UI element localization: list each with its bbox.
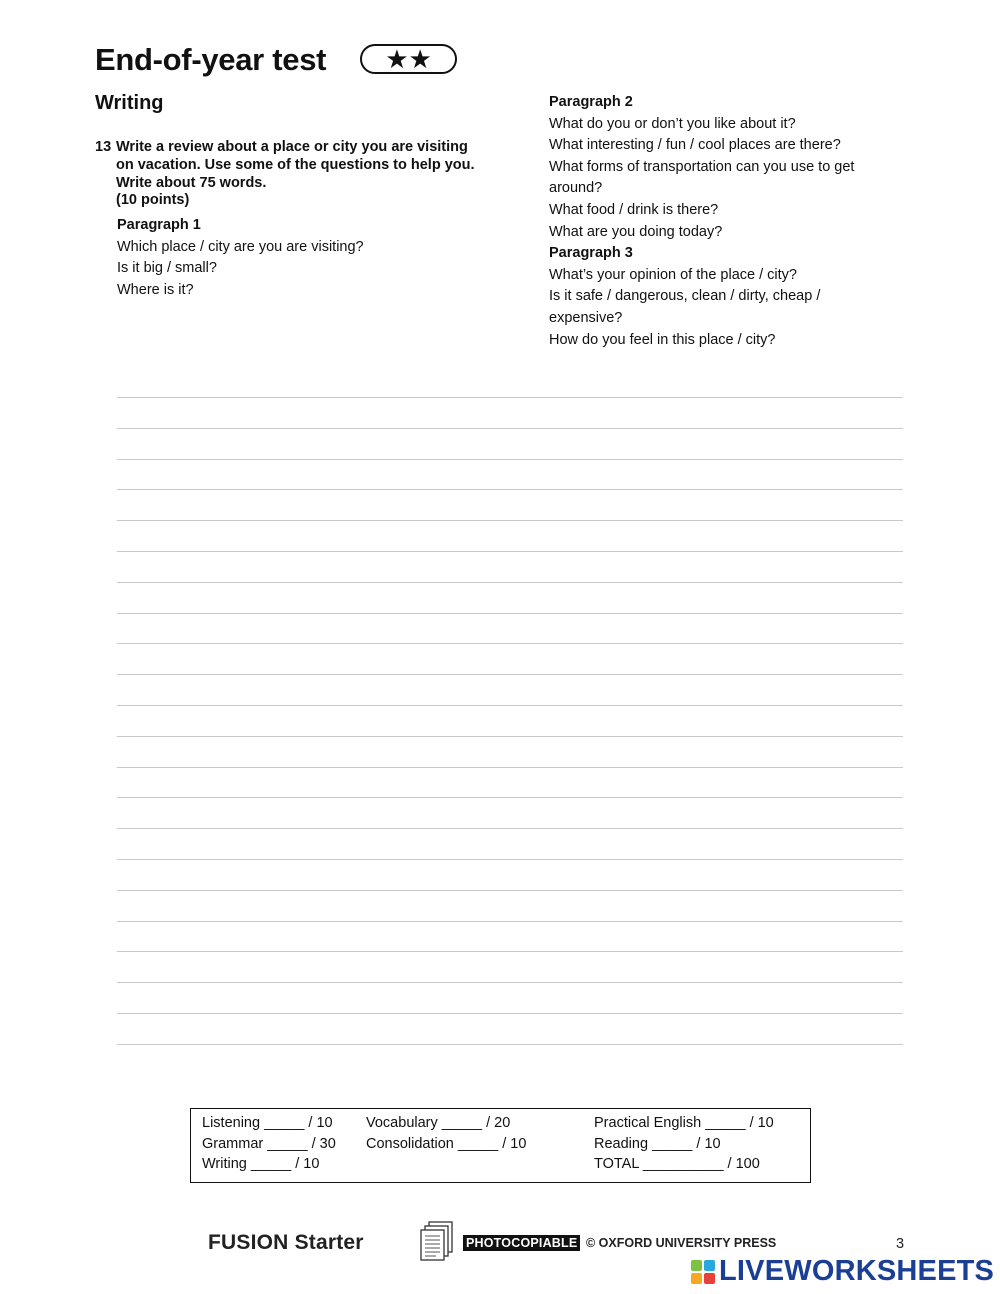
paragraph2-question: What food / drink is there? xyxy=(549,201,719,218)
paragraph1-block xyxy=(117,215,364,301)
writing-line[interactable] xyxy=(117,489,903,490)
writing-line[interactable] xyxy=(117,982,903,983)
paragraph2-question: What do you or don’t you like about it? xyxy=(549,115,796,132)
writing-line[interactable] xyxy=(117,1013,903,1014)
writing-line[interactable] xyxy=(117,859,903,860)
writing-line[interactable] xyxy=(117,643,903,644)
writing-line[interactable] xyxy=(117,951,903,952)
score-practical-english: Practical English _____ / 10 xyxy=(594,1115,774,1131)
photocopy-icon xyxy=(420,1221,454,1261)
writing-line[interactable] xyxy=(117,397,903,398)
score-reading: Reading _____ / 10 xyxy=(594,1136,721,1152)
paragraph3-question: How do you feel in this place / city? xyxy=(549,331,776,348)
score-consolidation: Consolidation _____ / 10 xyxy=(366,1136,527,1152)
task-points: (10 points) xyxy=(116,192,190,209)
writing-line[interactable] xyxy=(117,428,903,429)
writing-line[interactable] xyxy=(117,674,903,675)
writing-line[interactable] xyxy=(117,890,903,891)
writing-line[interactable] xyxy=(117,1044,903,1045)
writing-line[interactable] xyxy=(117,705,903,706)
writing-line[interactable] xyxy=(117,828,903,829)
page-number: 3 xyxy=(896,1236,905,1252)
paragraph1-heading: Paragraph 1 xyxy=(117,217,201,233)
fusion-brand-logo: FUSION Starter xyxy=(208,1231,364,1254)
paragraph2-3-block xyxy=(549,92,889,351)
score-grammar: Grammar _____ / 30 xyxy=(202,1136,336,1152)
writing-line[interactable] xyxy=(117,797,903,798)
task-text: Write a review about a place or city you are visiting on vacation. Use some of the questions to help you. Write about 75 words. xyxy=(116,139,475,191)
paragraph3-heading: Paragraph 3 xyxy=(549,245,633,262)
score-listening: Listening _____ / 10 xyxy=(202,1115,333,1131)
score-vocabulary: Vocabulary _____ / 20 xyxy=(366,1115,511,1131)
page-title: End-of-year test xyxy=(95,42,327,77)
writing-line[interactable] xyxy=(117,921,903,922)
paragraph2-question: What are you doing today? xyxy=(549,223,723,240)
writing-lines[interactable] xyxy=(117,397,903,1075)
score-writing: Writing _____ / 10 xyxy=(202,1156,320,1172)
liveworksheets-wordmark: LIVEWORKSHEETS xyxy=(719,1255,995,1287)
publisher-label: © OXFORD UNIVERSITY PRESS xyxy=(586,1236,777,1250)
score-total: TOTAL __________ / 100 xyxy=(594,1156,760,1172)
writing-line[interactable] xyxy=(117,459,903,460)
liveworksheets-logo[interactable] xyxy=(691,1255,994,1288)
paragraph2-question: What interesting / fun / cool places are there? xyxy=(549,137,841,154)
writing-line[interactable] xyxy=(117,551,903,552)
photocopiable-label: PHOTOCOPIABLE xyxy=(463,1235,580,1251)
writing-line[interactable] xyxy=(117,613,903,614)
paragraph1-question: Where is it? xyxy=(117,281,194,298)
task-instruction xyxy=(95,139,475,210)
paragraph3-question: Is it safe / dangerous, clean / dirty, cheap / expensive? xyxy=(549,288,821,326)
paragraph2-question: What forms of transportation can you use to get around? xyxy=(549,158,855,197)
paragraph3-question: What’s your opinion of the place / city? xyxy=(549,266,797,283)
score-box xyxy=(190,1108,811,1183)
liveworksheets-icon xyxy=(691,1260,715,1284)
paragraph1-question: Is it big / small? xyxy=(117,260,217,277)
writing-line[interactable] xyxy=(117,520,903,521)
writing-line[interactable] xyxy=(117,767,903,768)
task-number: 13 xyxy=(95,139,112,155)
paragraph2-heading: Paragraph 2 xyxy=(549,94,633,110)
section-title: Writing xyxy=(95,92,164,114)
difficulty-stars-badge: ★★ xyxy=(360,44,457,74)
writing-line[interactable] xyxy=(117,582,903,583)
paragraph1-question: Which place / city are you are visiting? xyxy=(117,238,364,255)
writing-line[interactable] xyxy=(117,736,903,737)
